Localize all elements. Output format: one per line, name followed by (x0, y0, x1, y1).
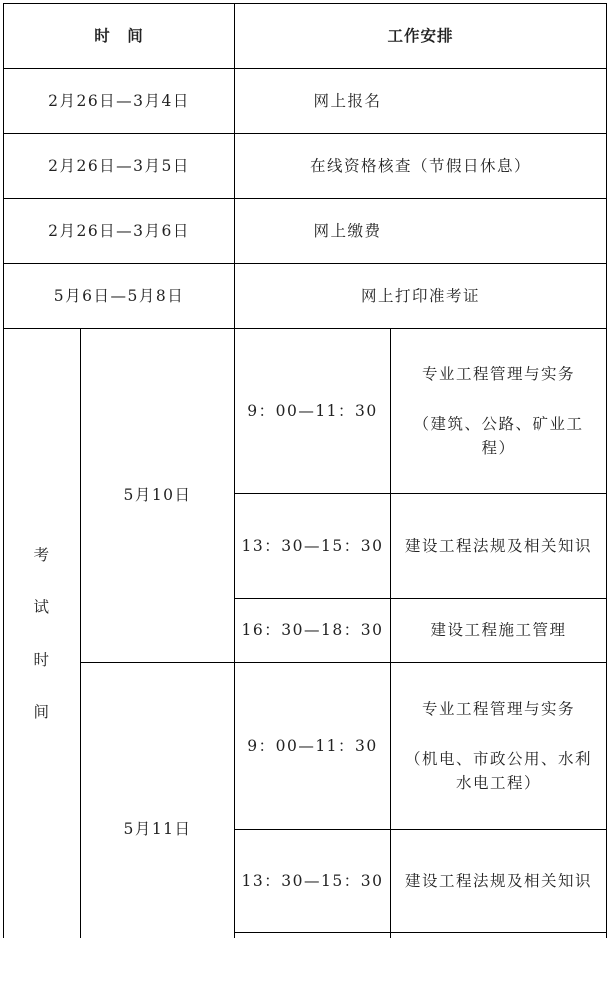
table-line (606, 3, 607, 938)
exam-time-label (4, 329, 80, 938)
table-line (234, 932, 607, 933)
subject-title: 专业工程管理与实务 (421, 699, 575, 718)
subject-title: 专业工程管理与实务 (421, 364, 575, 383)
session-subject: 建设工程法规及相关知识 (404, 536, 592, 555)
session-subject: 建设工程法规及相关知识 (404, 871, 592, 890)
row-time: 5月6日—5月8日 (53, 286, 185, 305)
exam-date: 5月10日 (123, 486, 192, 505)
row-time: 2月26日—3月6日 (48, 221, 190, 240)
exam-label-char: 间 (33, 702, 51, 721)
exam-label-char: 考 (33, 546, 51, 565)
session-subject (391, 329, 606, 493)
row-work: 网上报名 (313, 91, 382, 110)
row-work: 网上缴费 (313, 221, 382, 240)
session-subject (391, 663, 606, 829)
session-subject: 建设工程施工管理 (430, 621, 567, 640)
header-time: 时 间 (94, 25, 144, 45)
row-work: 在线资格核查（节假日休息） (309, 156, 531, 175)
session-time: 13：30—15：30 (241, 871, 384, 890)
row-time: 2月26日—3月5日 (48, 156, 190, 175)
session-time: 9：00—11：30 (247, 401, 378, 420)
header-work: 工作安排 (387, 25, 454, 45)
subject-note: （机电、市政公用、水利水电工程） (404, 749, 592, 792)
exam-label-char: 时 (33, 650, 51, 669)
row-work: 网上打印准考证 (360, 286, 480, 305)
session-time: 9：00—11：30 (247, 736, 378, 755)
row-time: 2月26日—3月4日 (48, 91, 190, 110)
session-time: 16：30—18：30 (241, 621, 384, 640)
subject-note: （建筑、公路、矿业工程） (413, 414, 584, 457)
session-time: 13：30—15：30 (241, 536, 384, 555)
exam-label-char: 试 (33, 598, 51, 617)
exam-date: 5月11日 (123, 820, 192, 839)
